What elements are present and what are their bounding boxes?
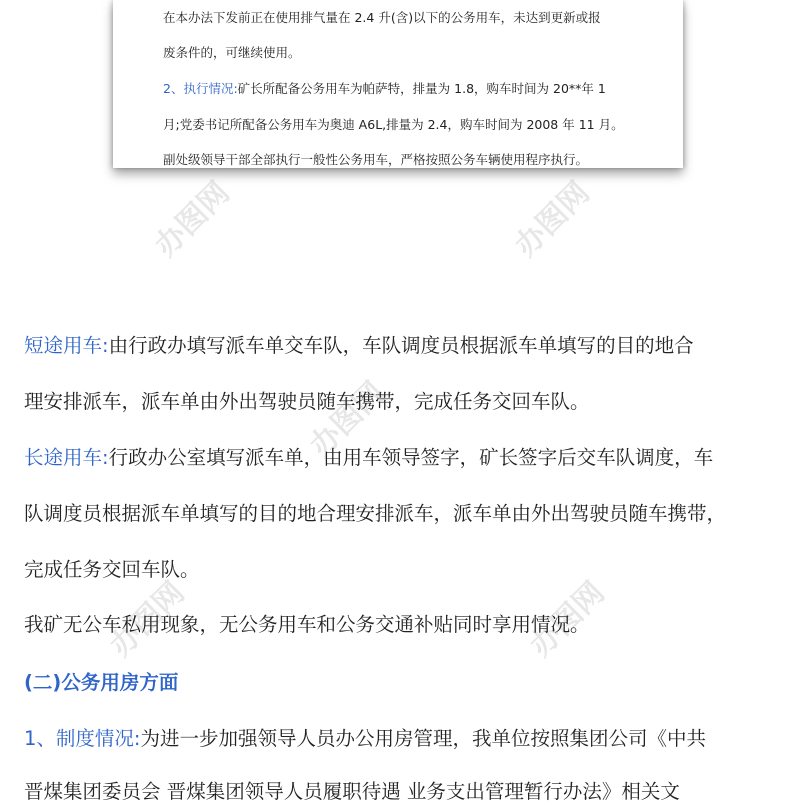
execution-text: 矿长所配备公务用车为帕萨特，排量为 1.8，购车时间为 20**年 1 — [237, 81, 606, 96]
short-trip-label: 短途用车: — [24, 334, 109, 357]
watermark: 办图网 — [508, 175, 597, 264]
short-trip-line-1 — [24, 334, 694, 358]
long-trip-line-3: 完成任务交回车队。 — [24, 558, 200, 581]
watermark: 办图网 — [303, 375, 392, 464]
no-private-use-line: 我矿无公车私用现象，无公务用车和公务交通补贴同时享用情况。 — [24, 613, 590, 636]
card-line-4: 月;党委书记所配备公务用车为奥迪 A6L,排量为 2.4，购车时间为 2008 年 11 月。 — [163, 117, 624, 132]
card-line-1: 在本办法下发前正在使用排气量在 2.4 升(含)以下的公务用车，未达到更新或报 — [163, 10, 601, 25]
short-trip-line-2: 理安排派车，派车单由外出驾驶员随车携带，完成任务交回车队。 — [24, 390, 590, 413]
watermark: 办图网 — [148, 175, 237, 264]
long-trip-line-1 — [24, 446, 713, 470]
long-trip-label: 长途用车: — [24, 446, 109, 469]
execution-label: 2、执行情况: — [163, 81, 238, 96]
policy-line-1 — [24, 727, 706, 751]
section-heading: (二)公务用房方面 — [24, 671, 179, 694]
card-line-3 — [163, 81, 606, 97]
policy-text: 为进一步加强领导人员办公用房管理，我单位按照集团公司《中共 — [140, 727, 706, 750]
long-trip-text: 行政办公室填写派车单，由用车领导签字，矿长签字后交车队调度，车 — [108, 446, 714, 469]
watermark: 办图网 — [523, 575, 612, 664]
document-preview-card — [113, 0, 683, 168]
watermark: 办图网 — [103, 575, 192, 664]
policy-label: 1、制度情况: — [24, 727, 141, 750]
card-line-2: 废条件的，可继续使用。 — [163, 45, 301, 60]
short-trip-text: 由行政办填写派车单交车队，车队调度员根据派车单填写的目的地合 — [108, 334, 694, 357]
policy-line-2: 晋煤集团委员会 晋煤集团领导人员履职待遇 业务支出管理暂行办法》相关文 — [24, 780, 680, 803]
card-line-5: 副处级领导干部全部执行一般性公务用车，严格按照公务车辆使用程序执行。 — [163, 152, 589, 167]
long-trip-line-2: 队调度员根据派车单填写的目的地合理安排派车，派车单由外出驾驶员随车携带， — [24, 502, 727, 525]
